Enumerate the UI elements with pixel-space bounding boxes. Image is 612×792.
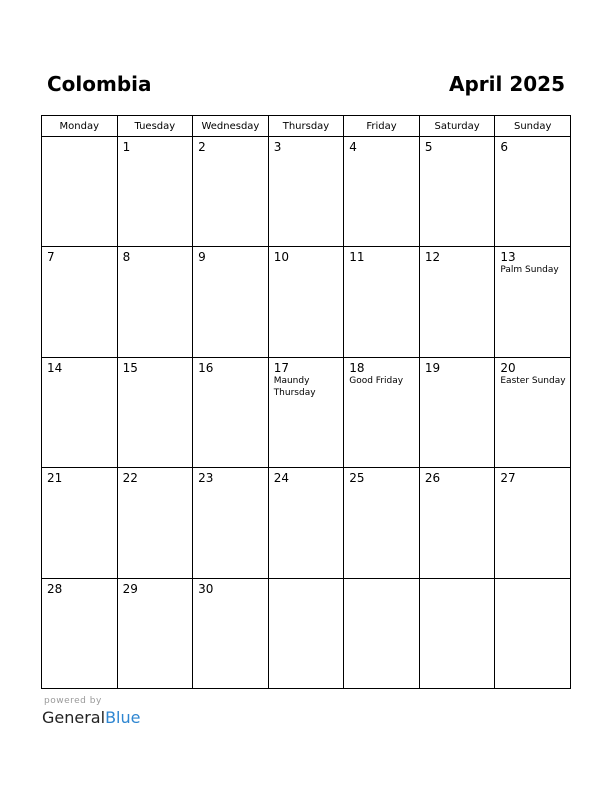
day-number: 7 (47, 250, 55, 265)
day-cell (419, 578, 495, 688)
weekday-header: Friday (344, 116, 420, 137)
day-number: 30 (198, 581, 214, 596)
day-number: 24 (273, 471, 289, 486)
day-cell (495, 468, 571, 578)
calendar-week-row (42, 578, 571, 688)
day-cell (117, 137, 193, 247)
calendar-week-row (42, 137, 571, 247)
day-cell (268, 357, 344, 467)
day-cell (419, 137, 495, 247)
month-title: April 2025 (449, 72, 565, 96)
day-cell (193, 357, 269, 467)
day-cell (495, 357, 571, 467)
day-cell (419, 468, 495, 578)
day-cell (117, 578, 193, 688)
day-number: 21 (47, 471, 63, 486)
day-number: 18 (349, 360, 365, 375)
day-number: 4 (349, 140, 357, 154)
holiday-label: Easter Sunday (500, 375, 566, 386)
day-cell (495, 578, 571, 688)
day-number: 10 (273, 250, 289, 265)
calendar-body (42, 137, 571, 689)
day-cell (419, 247, 495, 357)
day-cell (268, 578, 344, 688)
day-cell (193, 468, 269, 578)
day-number: 26 (424, 471, 441, 486)
day-cell (495, 247, 571, 357)
day-number: 8 (122, 250, 131, 265)
day-cell (268, 137, 344, 247)
day-number: 2 (198, 140, 206, 154)
day-number: 9 (198, 250, 206, 265)
day-cell (117, 468, 193, 578)
brand-general-text: General (42, 708, 106, 727)
day-number: 22 (122, 471, 138, 486)
weekday-header: Sunday (495, 116, 571, 137)
day-number: 6 (500, 140, 509, 154)
day-number: 19 (424, 360, 441, 375)
day-cell (344, 247, 420, 357)
day-cell (268, 247, 344, 357)
day-cell (42, 137, 118, 247)
day-number (420, 579, 495, 582)
weekday-header: Wednesday (193, 116, 269, 137)
day-cell (495, 137, 571, 247)
calendar-week-row (42, 247, 571, 357)
day-cell (193, 578, 269, 688)
day-cell (344, 357, 420, 467)
day-cell (344, 468, 420, 578)
day-number: 16 (198, 360, 214, 375)
day-number: 28 (47, 581, 63, 596)
day-cell (193, 137, 269, 247)
day-number: 13 (500, 250, 516, 265)
calendar-week-row (42, 468, 571, 578)
weekday-header: Monday (42, 116, 118, 137)
day-cell (268, 468, 344, 578)
powered-by-label: powered by (44, 696, 102, 706)
day-cell (344, 137, 420, 247)
country-title: Colombia (47, 72, 152, 96)
day-number (344, 579, 419, 582)
day-number: 5 (424, 140, 433, 154)
day-cell (419, 357, 495, 467)
calendar-grid (41, 115, 571, 689)
day-cell (42, 357, 118, 467)
day-number: 27 (500, 471, 516, 486)
day-number: 29 (122, 581, 138, 596)
holiday-label: Palm Sunday (500, 265, 559, 276)
weekday-header-row (42, 116, 571, 137)
day-number: 12 (424, 250, 441, 265)
day-number: 1 (122, 140, 131, 154)
day-number (269, 579, 344, 582)
weekday-header: Saturday (419, 116, 495, 137)
brand-blue-text: Blue (105, 708, 141, 727)
day-number: 15 (122, 360, 138, 375)
day-number: 25 (349, 471, 365, 486)
day-number (42, 137, 117, 140)
holiday-label: Good Friday (349, 375, 404, 386)
holiday-label: Maundy Thursday (273, 375, 316, 398)
weekday-header: Thursday (268, 116, 344, 137)
day-cell (42, 578, 118, 688)
weekday-header: Tuesday (117, 116, 193, 137)
day-number: 20 (500, 360, 516, 375)
day-number: 11 (349, 250, 365, 265)
day-number: 14 (47, 360, 63, 375)
day-cell (42, 247, 118, 357)
day-number: 23 (198, 471, 214, 486)
calendar-week-row (42, 357, 571, 467)
day-number: 17 (273, 360, 289, 375)
generalblue-logo[interactable] (42, 708, 140, 728)
day-number: 3 (273, 140, 282, 154)
day-cell (344, 578, 420, 688)
day-cell (117, 357, 193, 467)
day-number (495, 579, 570, 582)
day-cell (193, 247, 269, 357)
day-cell (42, 468, 118, 578)
day-cell (117, 247, 193, 357)
